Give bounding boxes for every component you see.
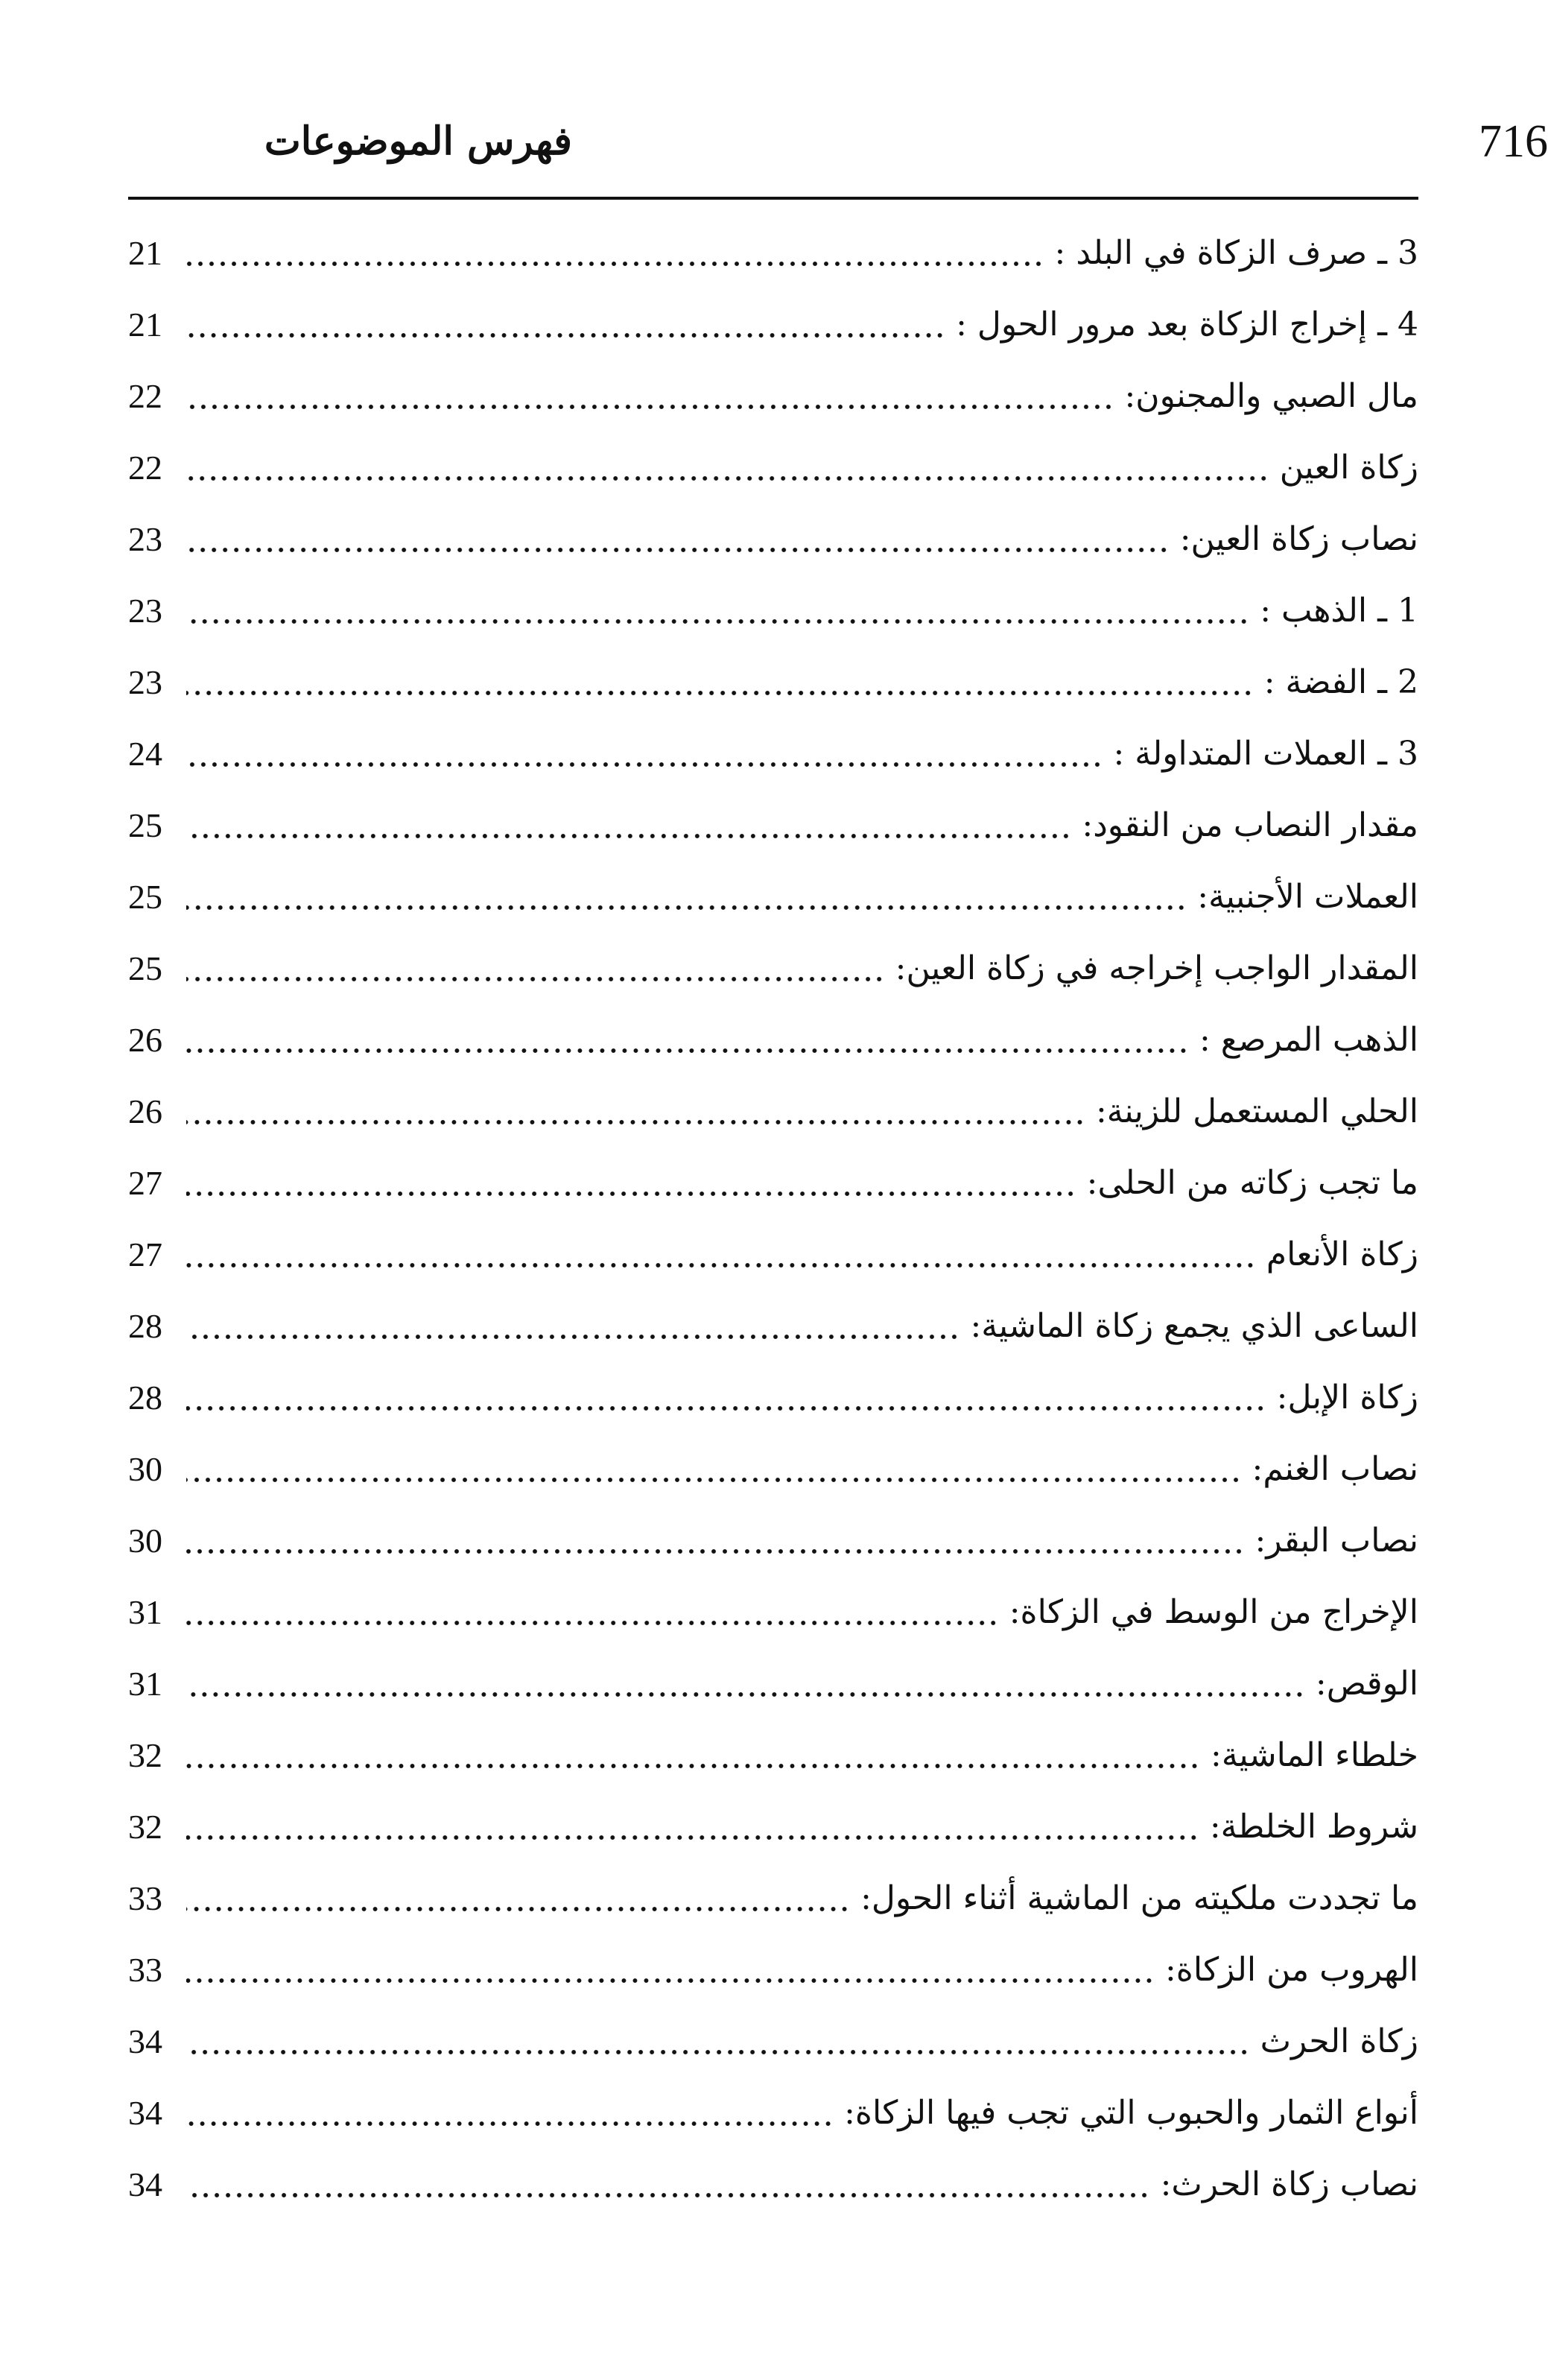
toc-entry-title: الساعى الذي يجمع زكاة الماشية:	[970, 1307, 1418, 1345]
toc-entry	[128, 1362, 1418, 1434]
dot-leader	[186, 882, 1187, 912]
toc-entry	[128, 1434, 1418, 1505]
toc-entry-page: 28	[128, 1307, 162, 1345]
dot-leader	[186, 596, 1249, 626]
toc-entry	[128, 647, 1418, 718]
toc-entry	[128, 1648, 1418, 1720]
toc-entry-title: 3 ـ صرف الزكاة في البلد :	[1054, 234, 1418, 272]
toc-entry-title: زكاة الحرث	[1260, 2022, 1418, 2060]
toc-entry-page: 33	[128, 1879, 162, 1917]
toc-entry-title: الذهب المرصع :	[1199, 1021, 1418, 1059]
dot-leader	[186, 453, 1269, 483]
dot-leader	[186, 1598, 999, 1627]
dot-leader	[186, 2098, 834, 2128]
toc-entry-page: 22	[128, 377, 162, 415]
toc-entry-page: 23	[128, 663, 162, 701]
toc-entry	[128, 289, 1418, 361]
toc-entry-title: الحلي المستعمل للزينة:	[1095, 1092, 1418, 1130]
dot-leader	[186, 238, 1044, 268]
toc-entry-page: 34	[128, 2165, 162, 2203]
toc-entry	[128, 861, 1418, 933]
dot-leader	[186, 668, 1254, 697]
toc-entry	[128, 1219, 1418, 1291]
dot-leader	[186, 525, 1170, 554]
toc-entry-title: ما تجب زكاته من الحلى:	[1086, 1164, 1418, 1202]
toc-entry-page: 21	[128, 234, 162, 272]
toc-entry-title: نصاب الغنم:	[1252, 1450, 1418, 1488]
toc-entry	[128, 1934, 1418, 2006]
dot-leader	[186, 1812, 1199, 1842]
toc-entry-title: أنواع الثمار والحبوب التي تجب فيها الزكاة:	[844, 2094, 1418, 2132]
dot-leader	[186, 1455, 1242, 1484]
toc-entry-page: 25	[128, 949, 162, 987]
toc-entry-title: الهروب من الزكاة:	[1164, 1951, 1418, 1989]
toc-entry-title: الإخراج من الوسط في الزكاة:	[1009, 1593, 1418, 1631]
toc-entry	[128, 432, 1418, 504]
toc-entry	[128, 933, 1418, 1004]
toc-entry-title: نصاب البقر:	[1254, 1522, 1418, 1560]
toc-entry	[128, 1291, 1418, 1362]
toc-entry-page: 24	[128, 735, 162, 773]
toc-entry	[128, 1004, 1418, 1076]
toc-entry-title: شروط الخلطة:	[1209, 1808, 1418, 1846]
page-header	[125, 112, 1548, 171]
dot-leader	[186, 1383, 1266, 1413]
toc-entry-page: 34	[128, 2022, 162, 2060]
page-number: 716	[1479, 116, 1548, 167]
dot-leader	[186, 1669, 1305, 1699]
dot-leader	[186, 1168, 1076, 1198]
toc-entry-page: 22	[128, 449, 162, 487]
toc-entry	[128, 2006, 1418, 2077]
toc-entry-title: ما تجددت ملكيته من الماشية أثناء الحول:	[860, 1879, 1418, 1917]
toc-entry-page: 23	[128, 592, 162, 630]
toc-entry-page: 30	[128, 1522, 162, 1560]
toc-entry	[128, 1863, 1418, 1934]
toc-entry-page: 32	[128, 1808, 162, 1846]
dot-leader	[186, 1311, 959, 1341]
dot-leader	[186, 1955, 1155, 1985]
dot-leader	[186, 954, 885, 984]
toc-entry	[128, 361, 1418, 432]
toc-entry-page: 32	[128, 1736, 162, 1774]
toc-entry-page: 33	[128, 1951, 162, 1989]
toc-entry-title: 3 ـ العملات المتداولة :	[1113, 735, 1418, 773]
toc-entry-title: 2 ـ الفضة :	[1263, 663, 1418, 701]
toc-entry	[128, 1720, 1418, 1791]
toc-entry-title: العملات الأجنبية:	[1197, 878, 1418, 916]
dot-leader	[186, 2170, 1150, 2200]
toc-entry-page: 23	[128, 520, 162, 558]
dot-leader	[186, 382, 1114, 411]
toc-entry-title: الوقص:	[1315, 1665, 1418, 1703]
toc-entry	[128, 2077, 1418, 2149]
dot-leader	[186, 1240, 1256, 1270]
toc-entry	[128, 504, 1418, 575]
toc-entry-page: 34	[128, 2094, 162, 2132]
dot-leader	[186, 739, 1103, 769]
toc-entry-title: 1 ـ الذهب :	[1260, 592, 1418, 630]
toc-entry-page: 30	[128, 1450, 162, 1488]
toc-entry	[128, 1076, 1418, 1148]
dot-leader	[186, 310, 945, 340]
toc-entry	[128, 1148, 1418, 1219]
dot-leader	[186, 1741, 1200, 1770]
dot-leader	[186, 1526, 1245, 1556]
dot-leader	[186, 2027, 1250, 2057]
toc-entry	[128, 790, 1418, 861]
toc-entry-page: 25	[128, 878, 162, 916]
running-title: فهرس الموضوعات	[264, 118, 572, 164]
toc-entry-title: زكاة العين	[1279, 449, 1418, 487]
dot-leader	[186, 1097, 1085, 1127]
toc-entry-title: نصاب زكاة الحرث:	[1160, 2165, 1418, 2203]
toc-entry-title: مقدار النصاب من النقود:	[1082, 806, 1418, 844]
toc-entry-title: المقدار الواجب إخراجه في زكاة العين:	[895, 949, 1418, 987]
toc-entry-page: 26	[128, 1021, 162, 1059]
toc-entry-title: مال الصبي والمجنون:	[1124, 377, 1418, 415]
toc-entry-page: 27	[128, 1235, 162, 1273]
toc-entry-page: 27	[128, 1164, 162, 1202]
dot-leader	[186, 1884, 850, 1914]
toc-entry-title: زكاة الأنعام	[1266, 1235, 1418, 1273]
dot-leader	[186, 811, 1071, 841]
toc-entry-title: زكاة الإبل:	[1276, 1379, 1418, 1417]
toc-entry-title: خلطاء الماشية:	[1211, 1736, 1418, 1774]
toc-entry	[128, 2149, 1418, 2221]
toc-entry	[128, 1791, 1418, 1863]
table-of-contents	[128, 218, 1418, 2221]
toc-entry	[128, 575, 1418, 647]
toc-entry-page: 26	[128, 1092, 162, 1130]
toc-entry-page: 25	[128, 806, 162, 844]
toc-entry-title: نصاب زكاة العين:	[1179, 520, 1418, 558]
toc-entry	[128, 1505, 1418, 1577]
header-rule	[128, 197, 1418, 200]
toc-entry-page: 31	[128, 1665, 162, 1703]
toc-entry	[128, 1577, 1418, 1648]
toc-entry-title: 4 ـ إخراج الزكاة بعد مرور الحول :	[956, 306, 1418, 344]
toc-entry-page: 21	[128, 306, 162, 344]
toc-entry	[128, 718, 1418, 790]
toc-entry	[128, 218, 1418, 289]
toc-entry-page: 31	[128, 1593, 162, 1631]
toc-entry-page: 28	[128, 1379, 162, 1417]
dot-leader	[186, 1025, 1189, 1055]
